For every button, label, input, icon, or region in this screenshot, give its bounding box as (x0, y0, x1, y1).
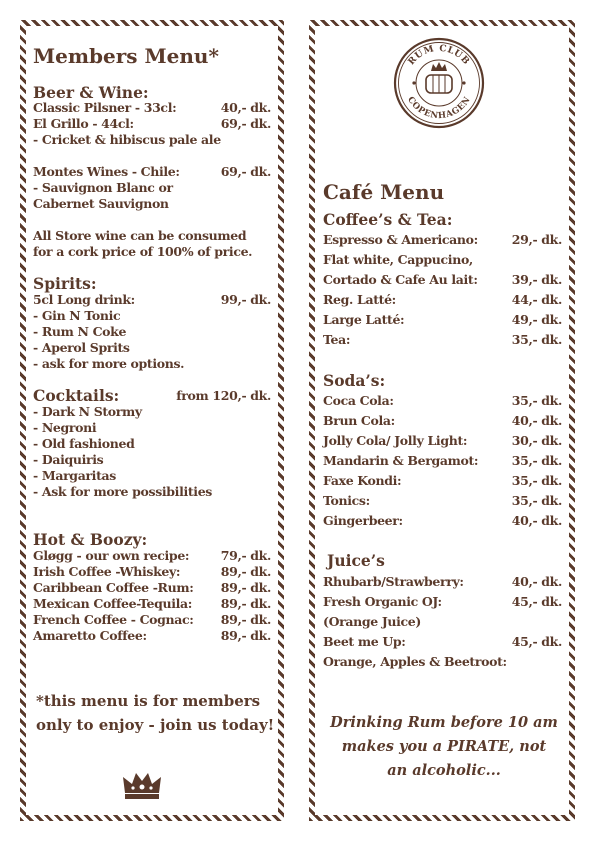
menu-item-name: Fresh Organic OJ: (323, 594, 442, 609)
cafe-menu-title: Café Menu (323, 180, 445, 204)
menu-item-name: Brun Cola: (323, 413, 395, 428)
menu-item-price: 89,- dk. (220, 628, 271, 643)
menu-item-price: 35,- dk. (511, 453, 562, 468)
menu-item-price: 35,- dk. (511, 332, 562, 347)
menu-item-name: - Sauvignon Blanc or (33, 180, 173, 195)
menu-item-name: Mandarin & Bergamot: (323, 453, 479, 468)
menu-item-name: - Cricket & hibiscus pale ale (33, 132, 221, 147)
menu-item-price: 35,- dk. (511, 393, 562, 408)
menu-item-name: Rhubarb/Strawberry: (323, 574, 464, 589)
menu-item-name: El Grillo - 44cl: (33, 116, 134, 131)
list-item: - Aperol Sprits (33, 340, 130, 355)
members-menu-title: Members Menu* (33, 44, 219, 68)
menu-item-name: Cortado & Cafe Au lait: (323, 272, 478, 287)
coffee-tea-heading: Coffee’s & Tea: (323, 210, 453, 229)
menu-item-price: 30,- dk. (511, 433, 562, 448)
menu-item-price: 35,- dk. (511, 493, 562, 508)
cork-price-note: All Store wine can be consumed (33, 228, 247, 243)
list-item: - Old fashioned (33, 436, 135, 451)
menu-item-price: 45,- dk. (511, 594, 562, 609)
menu-item-price: 29,- dk. (511, 232, 562, 247)
list-item: - ask for more options. (33, 356, 185, 371)
list-item: - Gin N Tonic (33, 308, 121, 323)
logo-bottom-text: COPENHAGEN (405, 95, 473, 122)
quote-line: Drinking Rum before 10 am (330, 714, 558, 731)
list-item: - Daiquiris (33, 452, 104, 467)
menu-item-name: Tea: (323, 332, 351, 347)
menu-item-name: Coca Cola: (323, 393, 394, 408)
menu-item-price: 40,- dk. (220, 100, 271, 115)
menu-item-name: Beet me Up: (323, 634, 406, 649)
menu-item-name: Classic Pilsner - 33cl: (33, 100, 177, 115)
list-item: - Dark N Stormy (33, 404, 142, 419)
menu-item-name: Irish Coffee -Whiskey: (33, 564, 181, 579)
menu-item-price: 89,- dk. (220, 612, 271, 627)
menu-item-price: 40,- dk. (511, 513, 562, 528)
members-footnote: only to enjoy - join us today! (36, 716, 275, 734)
spirits-heading: Spirits: (33, 274, 97, 293)
menu-item-name: Faxe Kondi: (323, 473, 402, 488)
list-item: - Rum N Coke (33, 324, 127, 339)
menu-item-price: 89,- dk. (220, 580, 271, 595)
menu-item-name: Montes Wines - Chile: (33, 164, 180, 179)
crown-icon (121, 769, 163, 801)
menu-item-price: 45,- dk. (511, 634, 562, 649)
menu-item-price: 79,- dk. (220, 548, 271, 563)
list-item: - Negroni (33, 420, 97, 435)
menu-item-price: 39,- dk. (511, 272, 562, 287)
menu-item-name: Espresso & Americano: (323, 232, 478, 247)
list-item: - Margaritas (33, 468, 116, 483)
logo-top-text: RUM CLUB (406, 43, 472, 68)
menu-item-name: Flat white, Cappucino, (323, 252, 473, 267)
menu-item-name: Jolly Cola/ Jolly Light: (323, 433, 468, 448)
members-footnote: *this menu is for members (36, 692, 261, 710)
menu-item-name: Reg. Latté: (323, 292, 396, 307)
quote-line: an alcoholic... (387, 762, 501, 779)
menu-item-price: 69,- dk. (220, 164, 271, 179)
menu-item-price: 40,- dk. (511, 574, 562, 589)
menu-item-name: Orange, Apples & Beetroot: (323, 654, 507, 669)
menu-item-price: 40,- dk. (511, 413, 562, 428)
menu-item-name: Tonics: (323, 493, 370, 508)
cork-price-note: for a cork price of 100% of price. (33, 244, 253, 259)
svg-text:COPENHAGEN (405, 95, 473, 121)
hot-boozy-heading: Hot & Boozy: (33, 530, 148, 549)
quote-line: makes you a PIRATE, not (341, 738, 547, 755)
menu-item-name: Gingerbeer: (323, 513, 403, 528)
menu-item-name: Gløgg - our own recipe: (33, 548, 190, 563)
menu-item-price: 89,- dk. (220, 596, 271, 611)
menu-item-name: Cabernet Sauvignon (33, 196, 169, 211)
sodas-heading: Soda’s: (323, 371, 386, 390)
menu-item-name: (Orange Juice) (323, 614, 421, 629)
menu-item-name: Mexican Coffee-Tequila: (33, 596, 193, 611)
menu-item-price: 99,- dk. (220, 292, 271, 307)
menu-item-price: 44,- dk. (511, 292, 562, 307)
juices-heading: Juice’s (327, 551, 385, 570)
list-item: - Ask for more possibilities (33, 484, 212, 499)
menu-item-name: Amaretto Coffee: (33, 628, 147, 643)
menu-item-price: 35,- dk. (511, 473, 562, 488)
cocktails-heading: Cocktails: (33, 386, 120, 405)
menu-item-name: French Coffee - Cognac: (33, 612, 194, 627)
menu-item-name: Large Latté: (323, 312, 405, 327)
menu-item-price: 69,- dk. (220, 116, 271, 131)
beer-wine-heading: Beer & Wine: (33, 83, 149, 102)
menu-item-price: 89,- dk. (220, 564, 271, 579)
menu-item-name: 5cl Long drink: (33, 292, 135, 307)
menu-item-name: Caribbean Coffee -Rum: (33, 580, 194, 595)
cocktails-price: from 120,- dk. (176, 388, 271, 403)
rum-club-badge-icon (393, 37, 485, 129)
menu-item-price: 49,- dk. (511, 312, 562, 327)
